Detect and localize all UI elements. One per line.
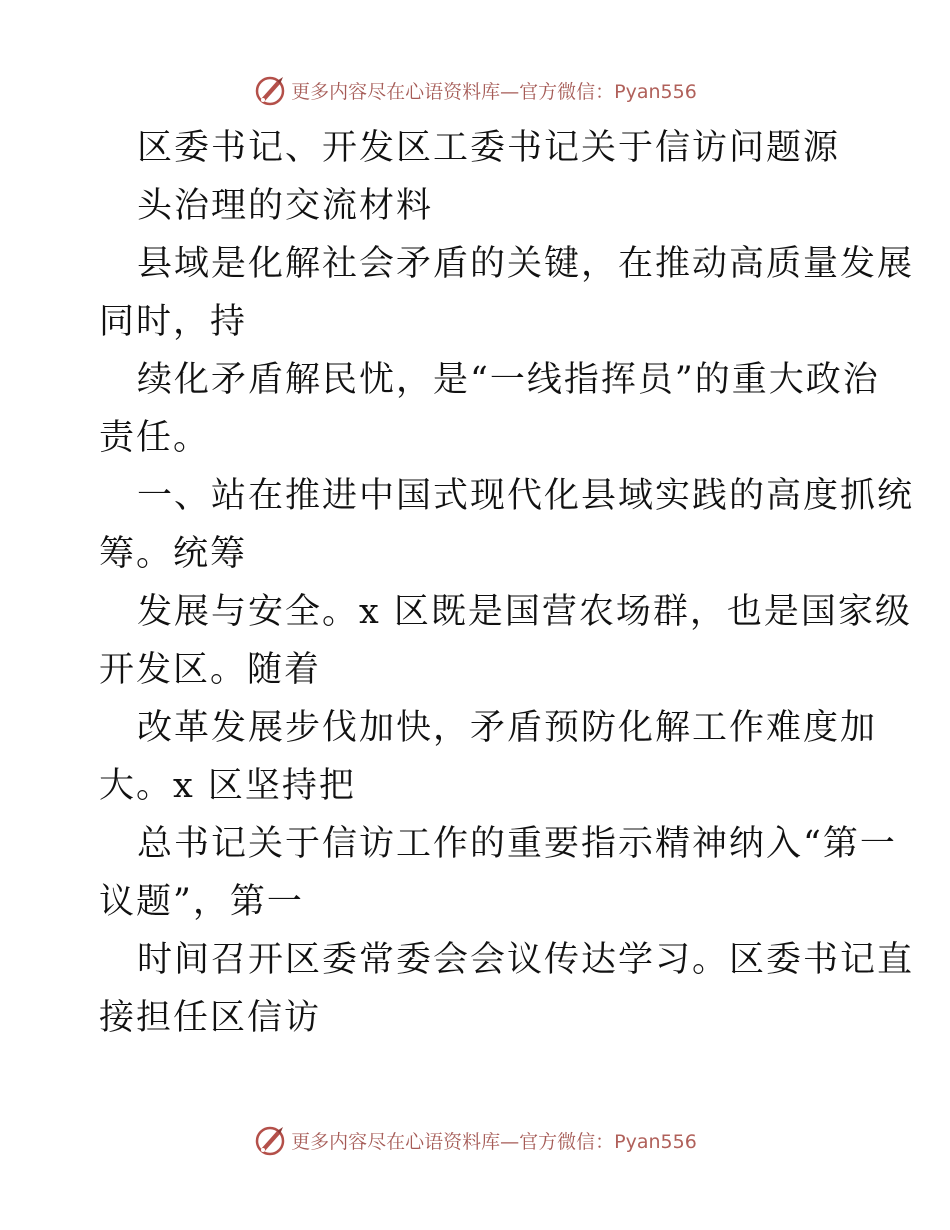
paragraph-line: 开发区。随着 <box>99 650 322 690</box>
section-heading-line: 一、站在推进中国式现代化县域实践的高度抓统 <box>137 476 915 516</box>
paragraph-line: 发展与安全。x 区既是国营农场群，也是国家级 <box>137 592 912 632</box>
title-line-1: 区委书记、开发区工委书记关于信访问题源 <box>137 128 841 168</box>
header-watermark <box>0 70 950 110</box>
paragraph-line: 时间召开区委常委会会议传达学习。区委书记直 <box>137 940 915 980</box>
quill-pen-logo-icon <box>253 73 287 107</box>
paragraph-line: 总书记关于信访工作的重要指示精神纳入“第一 <box>137 824 897 864</box>
watermark-text: 更多内容尽在心语资料库—官方微信：Pyan556 <box>291 1130 697 1153</box>
paragraph-line: 筹。统筹 <box>99 534 248 574</box>
paragraph-line: 改革发展步伐加快，矛盾预防化解工作难度加 <box>137 708 878 748</box>
paragraph-line: 接担任区信访 <box>99 998 322 1038</box>
document-body <box>99 119 915 1047</box>
title-line-2: 头治理的交流材料 <box>137 186 434 226</box>
paragraph-line: 责任。 <box>99 418 211 458</box>
paragraph-line: 县域是化解社会矛盾的关键，在推动高质量发展 <box>137 244 915 284</box>
paragraph-line: 议题”，第一 <box>99 882 304 922</box>
watermark-text: 更多内容尽在心语资料库—官方微信：Pyan556 <box>291 80 697 103</box>
quill-pen-logo-icon <box>253 1123 287 1157</box>
paragraph-line: 大。x 区坚持把 <box>99 766 356 806</box>
paragraph-line: 续化矛盾解民忧，是“一线指挥员”的重大政治 <box>137 360 880 400</box>
footer-watermark <box>0 1120 950 1160</box>
paragraph-line: 同时，持 <box>99 302 248 342</box>
